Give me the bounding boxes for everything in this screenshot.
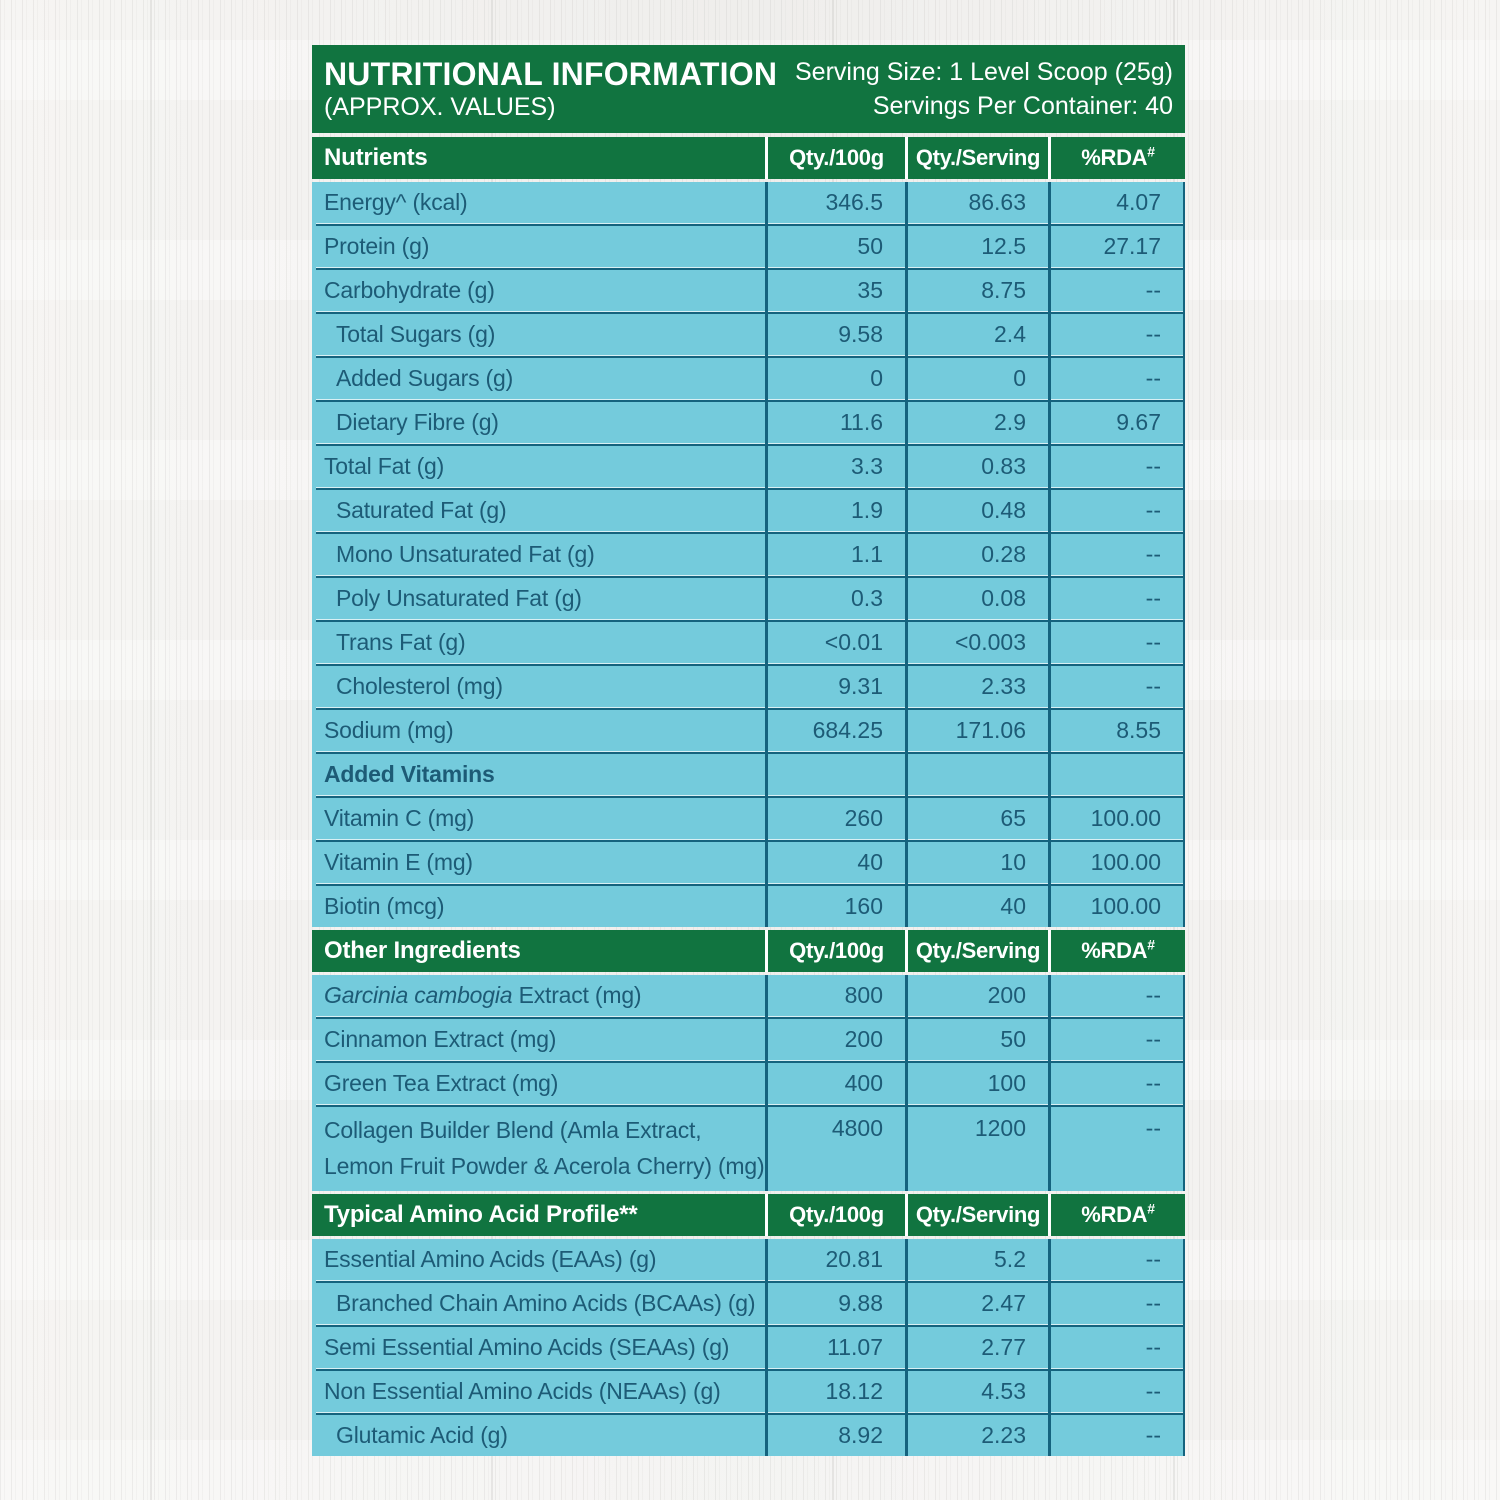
qty-serving-value: 2.33 <box>981 673 1026 699</box>
rda-value: -- <box>1145 453 1161 479</box>
rda-value: -- <box>1145 1290 1161 1316</box>
qty-serving-value: 171.06 <box>955 717 1026 743</box>
qty-serving-value: 50 <box>1000 1026 1026 1052</box>
table-row <box>312 534 1183 575</box>
section-title: Other Ingredients <box>324 937 521 964</box>
table-row <box>312 270 1183 311</box>
rda-value: -- <box>1145 673 1161 699</box>
rda-value: -- <box>1145 1334 1161 1360</box>
nutrient-label: Carbohydrate (g) <box>324 277 495 303</box>
qty-100g-value: 11.07 <box>827 1334 883 1360</box>
column-divider <box>765 182 768 927</box>
table-row <box>312 710 1183 751</box>
nutrient-label: Branched Chain Amino Acids (BCAAs) (g) <box>336 1290 756 1316</box>
column-divider <box>1048 975 1051 1191</box>
rda-value: -- <box>1145 629 1161 655</box>
qty-serving-value: 10 <box>1000 849 1026 875</box>
qty-serving-value: 100 <box>987 1070 1026 1096</box>
qty-100g-value: 35 <box>857 277 883 303</box>
serving-info-block <box>795 55 1173 123</box>
column-header: %RDA# <box>1048 930 1185 972</box>
nutrient-label: Added Sugars (g) <box>336 365 514 391</box>
table-row <box>312 1063 1183 1104</box>
table-row <box>312 1019 1183 1060</box>
nutrient-label: Essential Amino Acids (EAAs) (g) <box>324 1246 657 1272</box>
table-row <box>312 1327 1183 1368</box>
qty-serving-value: 65 <box>1000 805 1026 831</box>
rda-value: -- <box>1145 1422 1161 1448</box>
qty-serving-value: 12.5 <box>981 233 1026 259</box>
qty-serving-value: <0.003 <box>955 629 1026 655</box>
qty-serving-value: 0 <box>1013 365 1026 391</box>
column-divider <box>1048 182 1051 927</box>
rda-value: 100.00 <box>1090 893 1161 919</box>
qty-serving-value: 2.9 <box>994 409 1026 435</box>
qty-serving-value: 4.53 <box>981 1378 1026 1404</box>
rda-value: -- <box>1145 1115 1161 1141</box>
nutrient-label: Collagen Builder Blend (Amla Extract, Lemon Fruit Powder & Acerola Cherry) (mg) <box>324 1117 765 1179</box>
rda-value: -- <box>1145 1246 1161 1272</box>
rda-value: 100.00 <box>1090 849 1161 875</box>
column-header: Qty./100g <box>765 930 905 972</box>
section-header <box>312 930 1185 972</box>
rda-value: -- <box>1145 365 1161 391</box>
column-divider <box>1048 1239 1051 1456</box>
table-row <box>312 842 1183 883</box>
qty-serving-value: 0.48 <box>981 497 1026 523</box>
qty-100g-value: 9.88 <box>838 1290 883 1316</box>
section-title: Typical Amino Acid Profile** <box>324 1201 638 1228</box>
nutrient-label: Dietary Fibre (g) <box>336 409 499 435</box>
qty-serving-value: 0.83 <box>981 453 1026 479</box>
qty-100g-value: 8.92 <box>838 1422 883 1448</box>
column-header: %RDA# <box>1048 1194 1185 1236</box>
qty-serving-value: 8.75 <box>981 277 1026 303</box>
qty-100g-value: 800 <box>844 982 883 1008</box>
table-row <box>312 622 1183 663</box>
table-row <box>312 182 1183 223</box>
qty-100g-value: 1.9 <box>851 497 883 523</box>
qty-serving-value: 40 <box>1000 893 1026 919</box>
rda-value: 8.55 <box>1116 717 1161 743</box>
table-title-bar <box>312 45 1185 133</box>
title-block <box>324 56 777 123</box>
column-header: Qty./Serving <box>905 137 1048 179</box>
table-row <box>312 226 1183 267</box>
table-subtitle: (APPROX. VALUES) <box>324 93 556 122</box>
servings-per-container: Servings Per Container: 40 <box>872 92 1173 120</box>
column-divider <box>905 1239 908 1456</box>
column-header: Qty./100g <box>765 137 905 179</box>
column-header: Qty./Serving <box>905 930 1048 972</box>
nutrient-label: Garcinia cambogia Extract (mg) <box>324 982 642 1008</box>
nutrient-label: Sodium (mg) <box>324 717 454 743</box>
column-header: %RDA# <box>1048 137 1185 179</box>
nutrient-label: Trans Fat (g) <box>336 629 466 655</box>
nutrient-label: Total Fat (g) <box>324 453 445 479</box>
qty-100g-value: 18.12 <box>825 1378 883 1404</box>
qty-100g-value: <0.01 <box>824 629 883 655</box>
section-body <box>312 182 1185 927</box>
rda-value: 100.00 <box>1090 805 1161 831</box>
nutrient-label: Green Tea Extract (mg) <box>324 1070 559 1096</box>
column-divider <box>765 975 768 1191</box>
table-row <box>312 358 1183 399</box>
table-row <box>312 666 1183 707</box>
nutrient-label: Cinnamon Extract (mg) <box>324 1026 557 1052</box>
rda-value: -- <box>1145 321 1161 347</box>
rda-value: 27.17 <box>1103 233 1161 259</box>
qty-100g-value: 50 <box>857 233 883 259</box>
qty-serving-value: 2.47 <box>981 1290 1026 1316</box>
qty-100g-value: 9.58 <box>838 321 883 347</box>
qty-100g-value: 1.1 <box>851 541 883 567</box>
qty-100g-value: 40 <box>857 849 883 875</box>
table-row <box>312 578 1183 619</box>
qty-100g-value: 400 <box>844 1070 883 1096</box>
rda-value: -- <box>1145 277 1161 303</box>
nutrient-label: Poly Unsaturated Fat (g) <box>336 585 582 611</box>
section-header <box>312 137 1185 179</box>
nutrient-label: Saturated Fat (g) <box>336 497 507 523</box>
nutrient-label: Vitamin C (mg) <box>324 805 475 831</box>
rda-value: -- <box>1145 497 1161 523</box>
table-row <box>312 314 1183 355</box>
table-row <box>312 490 1183 531</box>
qty-serving-value: 0.28 <box>981 541 1026 567</box>
qty-100g-value: 4800 <box>831 1115 883 1141</box>
qty-100g-value: 3.3 <box>851 453 883 479</box>
table-row <box>312 1283 1183 1324</box>
qty-100g-value: 160 <box>844 893 883 919</box>
nutrition-table <box>312 45 1185 1459</box>
section-header <box>312 1194 1185 1236</box>
rda-value: -- <box>1145 585 1161 611</box>
qty-100g-value: 0.3 <box>851 585 883 611</box>
table-row <box>312 1239 1183 1280</box>
qty-serving-value: 2.77 <box>981 1334 1026 1360</box>
qty-serving-value: 2.4 <box>994 321 1026 347</box>
rda-value: -- <box>1145 541 1161 567</box>
qty-100g-value: 684.25 <box>812 717 883 743</box>
rda-value: 4.07 <box>1116 189 1161 215</box>
nutrient-label: Cholesterol (mg) <box>336 673 503 699</box>
table-row <box>312 975 1183 1016</box>
section-body <box>312 975 1185 1191</box>
column-header: Qty./Serving <box>905 1194 1048 1236</box>
nutrient-label: Added Vitamins <box>324 761 495 787</box>
table-row <box>312 402 1183 443</box>
nutrient-label: Biotin (mcg) <box>324 893 445 919</box>
section-title: Nutrients <box>324 144 428 171</box>
rda-value: -- <box>1145 1026 1161 1052</box>
column-divider <box>905 975 908 1191</box>
qty-serving-value: 2.23 <box>981 1422 1026 1448</box>
table-sections <box>312 137 1185 1456</box>
qty-serving-value: 5.2 <box>994 1246 1026 1272</box>
rda-value: -- <box>1145 982 1161 1008</box>
rda-value: -- <box>1145 1378 1161 1404</box>
table-row <box>312 1371 1183 1412</box>
table-row <box>312 798 1183 839</box>
rda-value: 9.67 <box>1116 409 1161 435</box>
nutrient-label: Energy^ (kcal) <box>324 189 468 215</box>
qty-100g-value: 11.6 <box>839 409 883 435</box>
nutrient-label: Vitamin E (mg) <box>324 849 473 875</box>
qty-serving-value: 1200 <box>974 1115 1026 1141</box>
qty-100g-value: 20.81 <box>825 1246 883 1272</box>
nutrient-label: Glutamic Acid (g) <box>336 1422 508 1448</box>
qty-serving-value: 200 <box>987 982 1026 1008</box>
serving-size: Serving Size: 1 Level Scoop (25g) <box>795 58 1173 86</box>
qty-100g-value: 0 <box>870 365 883 391</box>
nutrient-label: Semi Essential Amino Acids (SEAAs) (g) <box>324 1334 730 1360</box>
qty-100g-value: 346.5 <box>825 189 883 215</box>
table-row <box>312 754 1183 795</box>
section-body <box>312 1239 1185 1456</box>
table-row <box>312 1415 1183 1456</box>
nutrient-label: Total Sugars (g) <box>336 321 496 347</box>
nutrient-label: Protein (g) <box>324 233 430 259</box>
column-divider <box>765 1239 768 1456</box>
column-header: Qty./100g <box>765 1194 905 1236</box>
qty-100g-value: 9.31 <box>838 673 883 699</box>
qty-serving-value: 86.63 <box>968 189 1026 215</box>
table-row <box>312 446 1183 487</box>
table-row <box>312 1107 1183 1191</box>
table-title: NUTRITIONAL INFORMATION <box>324 55 778 92</box>
table-row <box>312 886 1183 927</box>
nutrient-label: Mono Unsaturated Fat (g) <box>336 541 595 567</box>
column-divider <box>905 182 908 927</box>
qty-100g-value: 200 <box>844 1026 883 1052</box>
qty-100g-value: 260 <box>844 805 883 831</box>
rda-value: -- <box>1145 1070 1161 1096</box>
qty-serving-value: 0.08 <box>981 585 1026 611</box>
nutrient-label: Non Essential Amino Acids (NEAAs) (g) <box>324 1378 721 1404</box>
